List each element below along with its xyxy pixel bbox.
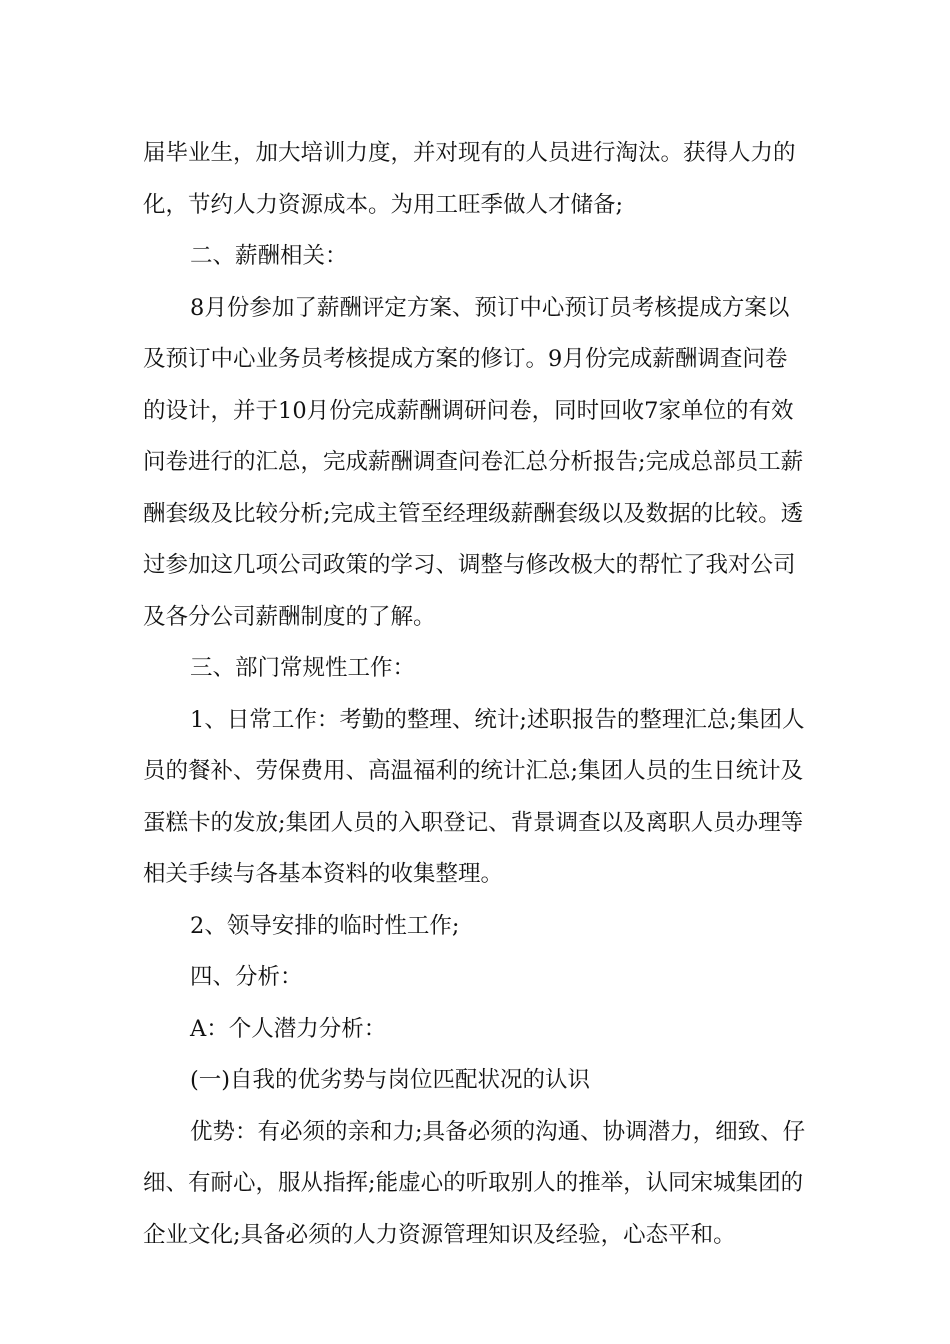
text-line: 员的餐补、劳保费用、高温福利的统计汇总;集团人员的生日统计及 — [143, 758, 804, 784]
text-line: 1、日常工作：考勤的整理、统计;述职报告的整理汇总;集团人 — [190, 706, 805, 733]
text-line: 企业文化;具备必须的人力资源管理知识及经验，心态平和。 — [143, 1221, 736, 1248]
subsection-heading: (一)自我的优劣势与岗位匹配状况的认识 — [190, 1067, 591, 1093]
text-line: 的设计，并于10月份完成薪酬调研问卷，同时回收7家单位的有效 — [143, 397, 794, 424]
subsection-heading: A：个人潜力分析： — [190, 1015, 387, 1042]
text-line: 化，节约人力资源成本。为用工旺季做人才储备; — [143, 191, 624, 218]
text-line: 优势：有必须的亲和力;具备必须的沟通、协调潜力，细致、仔 — [190, 1118, 806, 1145]
text-line: 细、有耐心，服从指挥;能虚心的听取别人的推举，认同宋城集团的 — [143, 1170, 804, 1196]
section-heading: 二、薪酬相关： — [190, 243, 348, 269]
text-line: 蛋糕卡的发放;集团人员的入职登记、背景调查以及离职人员办理等 — [143, 809, 804, 836]
section-heading: 四、分析： — [190, 964, 303, 990]
text-line: 相关手续与各基本资料的收集整理。 — [143, 861, 504, 887]
text-line: 过参加这几项公司政策的学习、调整与修改极大的帮忙了我对公司 — [143, 552, 796, 578]
text-line: 届毕业生，加大培训力度，并对现有的人员进行淘汰。获得人力的 — [143, 140, 796, 166]
text-line: 及预订中心业务员考核提成方案的修订。9月份完成薪酬调查问卷 — [143, 346, 788, 372]
text-line: 问卷进行的汇总，完成薪酬调查问卷汇总分析报告;完成总部员工薪 — [143, 449, 804, 475]
text-line: 酬套级及比较分析;完成主管至经理级薪酬套级以及数据的比较。透 — [143, 500, 804, 527]
text-line: 8月份参加了薪酬评定方案、预订中心预订员考核提成方案以 — [190, 294, 790, 321]
section-heading: 三、部门常规性工作： — [190, 655, 416, 681]
text-line: 2、领导安排的临时性工作; — [190, 912, 460, 939]
document-body — [143, 128, 811, 1261]
text-line: 及各分公司薪酬制度的了解。 — [143, 603, 436, 630]
